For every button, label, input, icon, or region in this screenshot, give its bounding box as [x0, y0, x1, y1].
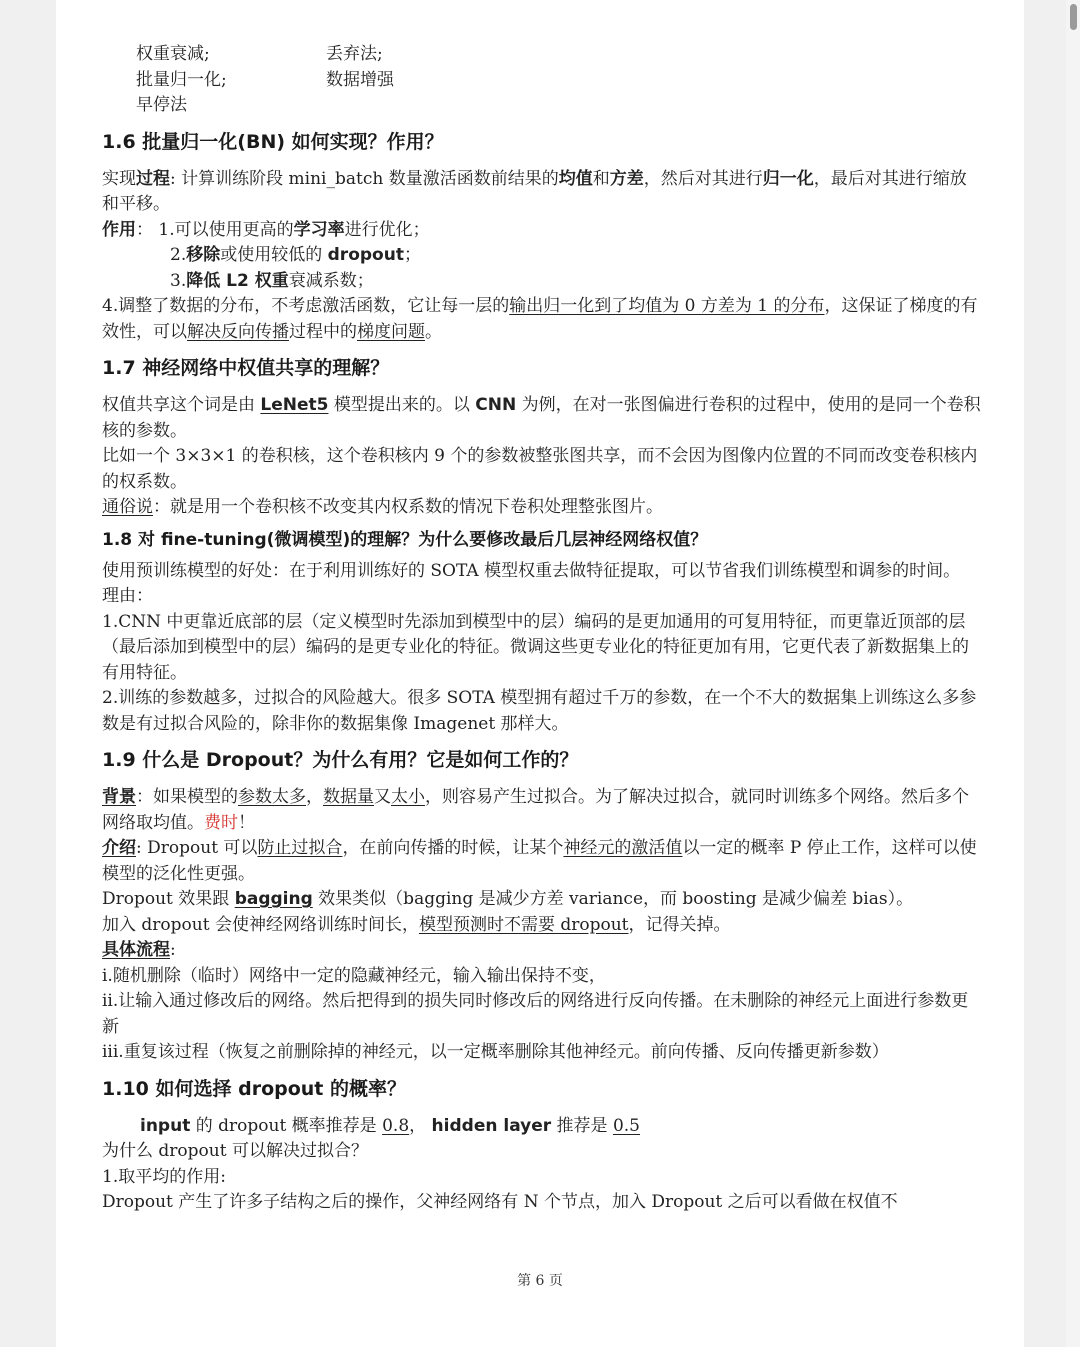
dropout-step-2: ii.让输入通过修改后的网络。然后把得到的损失同时修改后的网络进行反向传播。在未删除的神经元上面进行参数更新	[102, 991, 969, 1037]
weight-sharing-paragraph-3: 通俗说：就是用一个卷积核不改变其内权系数的情况下卷积处理整张图片。	[102, 497, 663, 517]
section-heading-1-10: 1.10 如何选择 dropout 的概率？	[102, 1077, 407, 1100]
finetune-paragraph-1: 使用预训练模型的好处：在于利用训练好的 SOTA 模型权重去做特征提取，可以节省我们训练模型和调参的时间。	[102, 560, 961, 581]
regularization-list	[136, 42, 982, 119]
dropout-step-1: i.随机删除（临时）网络中一定的隐藏神经元，输入输出保持不变，	[102, 965, 606, 986]
document-page	[56, 0, 1024, 1347]
finetune-paragraph-3: 1.CNN 中更靠近底部的层（定义模型时先添加到模型中的层）编码的是更加通用的可复用特征，而更靠近顶部的层（最后添加到模型中的层）编码的是更专业化的特征。微调这些更专业化的特征更加有用，它更代表了新数据集上的有用特征。	[102, 611, 969, 683]
page-number: 第 6 页	[517, 1273, 563, 1289]
bn-effect-4: 4.调整了数据的分布，不考虑激活函数，它让每一层的输出归一化到了均值为 0 方差为 1 的分布，这保证了梯度的有效性，可以解决反向传播过程中的梯度问题。	[102, 296, 978, 342]
dropout-introduction: 介绍: Dropout 可以防止过拟合，在前向传播的时候，让某个神经元的激活值以一定的概率 P 停止工作，这样可以使模型的泛化性更强。	[102, 838, 977, 884]
dropout-why-question: 为什么 dropout 可以解决过拟合？	[102, 1141, 368, 1161]
weight-sharing-paragraph-2: 比如一个 3×3×1 的卷积核，这个卷积核内 9 个的参数被整张图共享，而不会因为图像内位置的不同而改变卷积核内的权系数。	[102, 446, 978, 492]
dropout-averaging-heading: 1.取平均的作用:	[102, 1166, 226, 1187]
scrollbar-track[interactable]	[1066, 0, 1080, 1347]
section-heading-1-9: 1.9 什么是 Dropout？为什么有用？它是如何工作的？	[102, 749, 579, 771]
section-heading-1-6: 1.6 批量归一化(BN) 如何实现？作用？	[102, 130, 444, 153]
bn-effect-1: 作用： 1.可以使用更高的学习率进行优化；	[102, 219, 430, 240]
bn-effect-3: 3.降低 L2 权重衰减系数；	[170, 270, 374, 291]
scrollbar-thumb[interactable]	[1070, 4, 1077, 30]
list-item: 早停法	[136, 95, 187, 115]
finetune-paragraph-2: 理由：	[102, 586, 153, 606]
list-item: 批量归一化;	[136, 69, 227, 90]
dropout-training-time: 加入 dropout 会使神经网络训练时间长，模型预测时不需要 dropout，记得关掉。	[102, 914, 731, 935]
dropout-step-3: iii.重复该过程（恢复之前删除掉的神经元，以一定概率删除其他神经元。前向传播、反向传播更新参数）	[102, 1042, 889, 1062]
bn-implementation-paragraph: 实现过程: 计算训练阶段 mini_batch 数量激活函数前结果的均值和方差，然后对其进行归一化，最后对其进行缩放和平移。	[102, 168, 967, 214]
dropout-averaging-text: Dropout 产生了许多子结构之后的操作，父神经网络有 N 个节点，加入 Dropout 之后可以看做在权值不	[102, 1192, 898, 1212]
dropout-bagging: Dropout 效果跟 bagging 效果类似（bagging 是减少方差 variance，而 boosting 是减少偏差 bias）。	[102, 889, 914, 909]
list-item: 数据增强	[326, 69, 394, 90]
dropout-flow-label: 具体流程:	[102, 940, 176, 960]
section-heading-1-7: 1.7 神经网络中权值共享的理解？	[102, 357, 390, 379]
bn-effect-2: 2.移除或使用较低的 dropout；	[170, 245, 421, 265]
list-item: 丢弃法;	[326, 44, 383, 64]
dropout-probability-line: input 的 dropout 概率推荐是 0.8， hidden layer 推荐是 0.5	[140, 1115, 640, 1136]
section-heading-1-8: 1.8 对 fine-tuning(微调模型)的理解？为什么要修改最后几层神经网络权值？	[102, 529, 708, 550]
dropout-background: 背景：如果模型的参数太多，数据量又太小，则容易产生过拟合。为了解决过拟合，就同时训练多个网络。然后多个网络取均值。费时！	[102, 787, 969, 833]
weight-sharing-paragraph-1: 权值共享这个词是由 LeNet5 模型提出来的。以 CNN 为例，在对一张图偏进行卷积的过程中，使用的是同一个卷积核的参数。	[102, 395, 981, 441]
page-content	[102, 42, 982, 1216]
list-item: 权重衰减;	[136, 44, 210, 64]
finetune-paragraph-4: 2.训练的参数越多，过拟合的风险越大。很多 SOTA 模型拥有超过千万的参数，在一个不大的数据集上训练这么多参数是有过拟合风险的，除非你的数据集像 Imagenet 那样大。	[102, 688, 977, 734]
